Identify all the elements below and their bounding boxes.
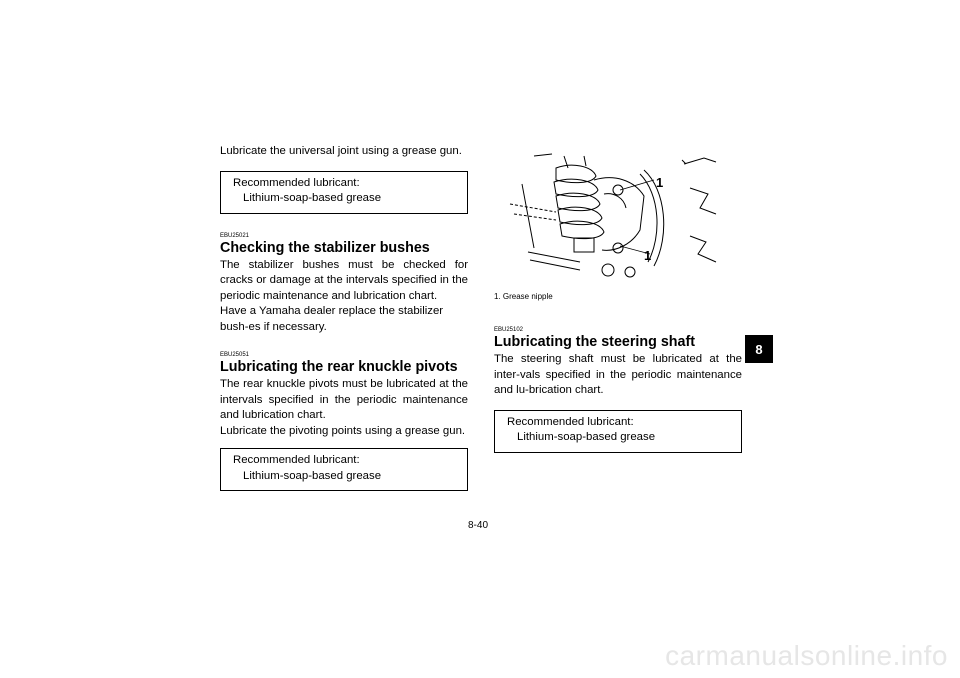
left-column [220, 144, 468, 491]
page-number: 8-40 [468, 520, 489, 531]
callout-2: 1 [644, 248, 652, 263]
intro-text: Lubricate the universal joint using a grease gun. [220, 145, 462, 157]
lubricant-label: Recommended lubricant: [507, 415, 634, 428]
right-column [494, 144, 742, 453]
lubricant-value: Lithium-soap-based grease [243, 469, 382, 482]
lubricant-box-3 [494, 410, 742, 453]
lubricant-box-2 [220, 448, 468, 491]
section-code: EBU25051 [220, 352, 250, 358]
knuckle-paragraph-2: Lubricate the pivoting points using a grease gun. [220, 424, 466, 437]
watermark: carmanualsonline.info [665, 640, 948, 671]
section-code: EBU25021 [220, 232, 250, 239]
figure-caption: 1. Grease nipple [494, 292, 553, 301]
section-code: EBU25102 [494, 327, 524, 333]
lubricant-value: Lithium-soap-based grease [243, 192, 382, 204]
suspension-illustration [494, 144, 742, 282]
lubricant-box-1 [220, 171, 468, 214]
knuckle-paragraph-1: The rear knuckle pivots must be lubricated at the intervals specified in the periodic maintenance and lubrication chart. [220, 378, 468, 421]
stabilizer-paragraph-2: Have a Yamaha dealer replace the stabilizer bush-es if necessary. [220, 305, 444, 333]
chapter-tab: 8 [745, 335, 773, 363]
section-title-knuckle: Lubricating the rear knuckle pivots [220, 359, 458, 375]
stabilizer-paragraph-1: The stabilizer bushes must be checked for cracks or damage at the intervals specified in the periodic maintenance and lubrication chart. [220, 258, 468, 302]
section-title-stabilizer: Checking the stabilizer bushes [220, 239, 430, 256]
lubricant-label: Recommended lubricant: [233, 454, 360, 466]
steering-paragraph: The steering shaft must be lubricated at the inter-vals specified in the periodic maintenance and lu-brication chart. [494, 353, 742, 396]
lubricant-value: Lithium-soap-based grease [517, 431, 656, 443]
lubricant-label: Recommended lubricant: [233, 176, 360, 189]
suspension-figure [494, 144, 742, 282]
callout-1: 1 [656, 175, 664, 190]
section-title-steering: Lubricating the steering shaft [494, 334, 695, 350]
